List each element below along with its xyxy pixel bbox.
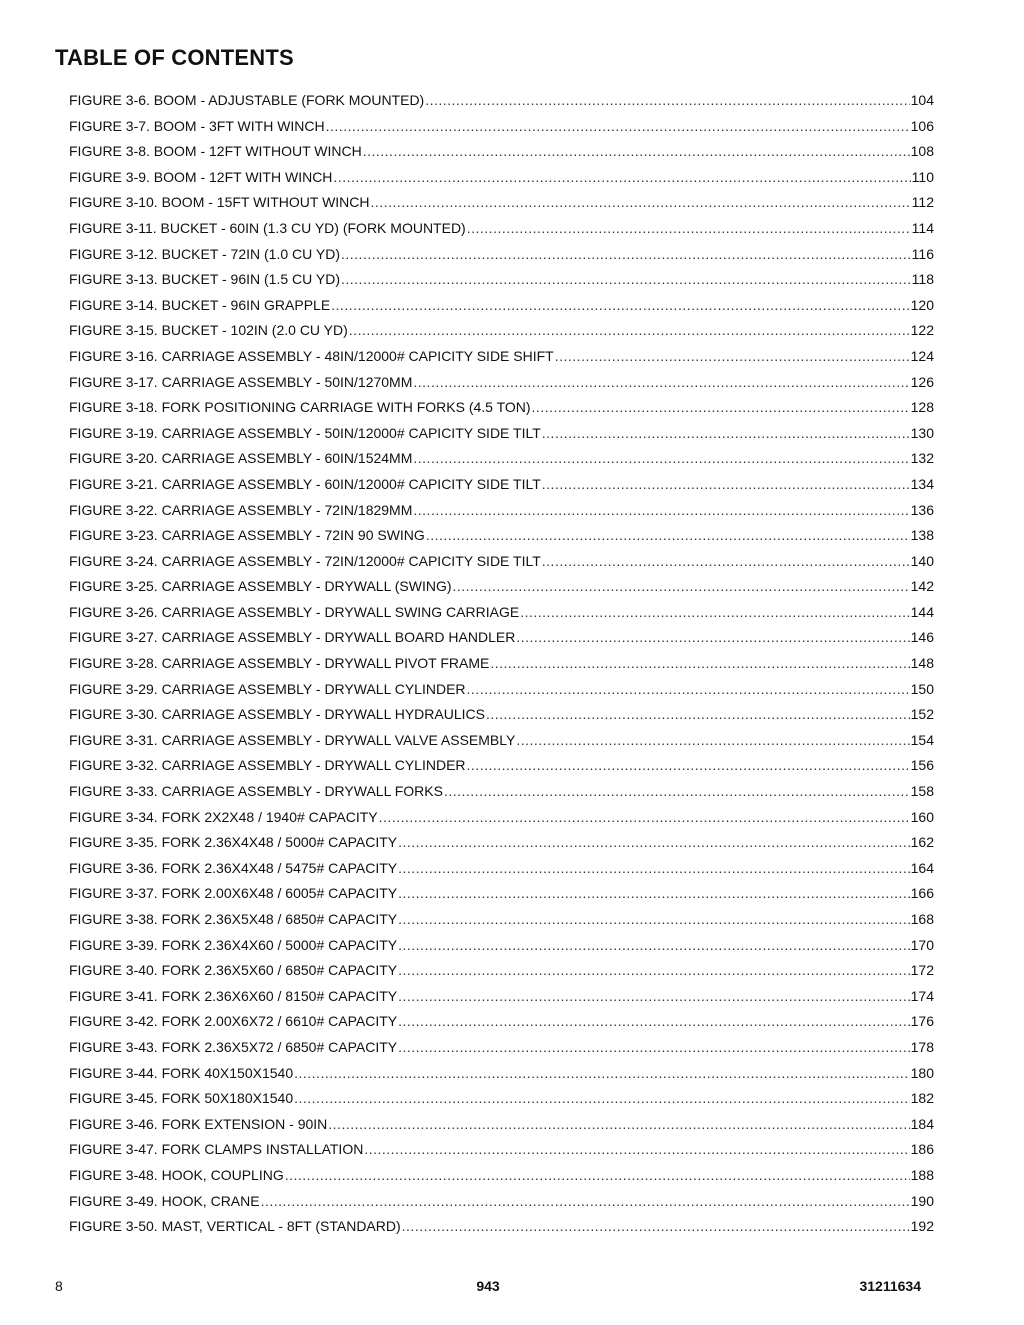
toc-entry-page: 162 xyxy=(910,834,934,851)
toc-dot-leader xyxy=(379,805,910,831)
toc-entry-title: FIGURE 3-49. HOOK, CRANE xyxy=(69,1192,260,1209)
toc-entry[interactable] xyxy=(69,805,934,831)
toc-entry-page: 158 xyxy=(910,783,934,800)
toc-entry[interactable] xyxy=(69,344,934,370)
toc-entry[interactable] xyxy=(69,677,934,703)
toc-dot-leader xyxy=(413,446,909,472)
footer-page-number: 8 xyxy=(55,1278,63,1294)
toc-dot-leader xyxy=(516,625,909,651)
toc-dot-leader xyxy=(333,165,910,191)
toc-entry-title: FIGURE 3-23. CARRIAGE ASSEMBLY - 72IN 90 SWING xyxy=(69,527,425,544)
toc-entry-title: FIGURE 3-42. FORK 2.00X6X72 / 6610# CAPACITY xyxy=(69,1013,398,1030)
toc-entry[interactable] xyxy=(69,984,934,1010)
toc-entry[interactable] xyxy=(69,907,934,933)
toc-dot-leader xyxy=(363,139,910,165)
toc-entry-title: FIGURE 3-7. BOOM - 3FT WITH WINCH xyxy=(69,117,325,134)
toc-entry-page: 178 xyxy=(910,1038,934,1055)
toc-entry-title: FIGURE 3-12. BUCKET - 72IN (1.0 CU YD) xyxy=(69,245,340,262)
toc-entry-page: 170 xyxy=(910,936,934,953)
toc-entry-title: FIGURE 3-20. CARRIAGE ASSEMBLY - 60IN/1524MM xyxy=(69,450,413,467)
toc-entry-title: FIGURE 3-11. BUCKET - 60IN (1.3 CU YD) (FORK MOUNTED) xyxy=(69,219,466,236)
toc-entry-title: FIGURE 3-30. CARRIAGE ASSEMBLY - DRYWALL HYDRAULICS xyxy=(69,706,485,723)
toc-dot-leader xyxy=(341,267,911,293)
toc-dot-leader xyxy=(453,574,910,600)
toc-entry-page: 116 xyxy=(911,245,934,262)
toc-dot-leader xyxy=(341,242,911,268)
toc-entry[interactable] xyxy=(69,651,934,677)
toc-entry-page: 118 xyxy=(911,271,934,288)
toc-entry-title: FIGURE 3-45. FORK 50X180X1540 xyxy=(69,1090,294,1107)
toc-entry-page: 128 xyxy=(910,399,934,416)
toc-dot-leader xyxy=(402,1214,910,1240)
toc-entry-title: FIGURE 3-50. MAST, VERTICAL - 8FT (STANDARD) xyxy=(69,1218,401,1235)
toc-dot-leader xyxy=(542,472,910,498)
toc-entry-page: 106 xyxy=(910,117,934,134)
toc-dot-leader xyxy=(532,395,910,421)
toc-entry-page: 114 xyxy=(911,219,934,236)
toc-dot-leader xyxy=(398,907,910,933)
toc-dot-leader xyxy=(349,318,910,344)
toc-dot-leader xyxy=(486,702,910,728)
toc-entry[interactable] xyxy=(69,1112,934,1138)
toc-entry[interactable] xyxy=(69,728,934,754)
toc-entry[interactable] xyxy=(69,216,934,242)
toc-entry[interactable] xyxy=(69,702,934,728)
toc-entry-title: FIGURE 3-10. BOOM - 15FT WITHOUT WINCH xyxy=(69,194,370,211)
toc-entry[interactable] xyxy=(69,472,934,498)
toc-entry-title: FIGURE 3-33. CARRIAGE ASSEMBLY - DRYWALL FORKS xyxy=(69,783,443,800)
toc-entry[interactable] xyxy=(69,267,934,293)
toc-entry-title: FIGURE 3-34. FORK 2X2X48 / 1940# CAPACITY xyxy=(69,808,378,825)
toc-entry-page: 160 xyxy=(910,808,934,825)
toc-entry[interactable] xyxy=(69,242,934,268)
toc-entry-title: FIGURE 3-21. CARRIAGE ASSEMBLY - 60IN/12000# CAPICITY SIDE TILT xyxy=(69,475,541,492)
toc-entry-page: 176 xyxy=(910,1013,934,1030)
toc-entry-title: FIGURE 3-28. CARRIAGE ASSEMBLY - DRYWALL PIVOT FRAME xyxy=(69,655,490,672)
toc-entry-page: 122 xyxy=(910,322,934,339)
toc-entry-title: FIGURE 3-32. CARRIAGE ASSEMBLY - DRYWALL CYLINDER xyxy=(69,757,466,774)
toc-entry-page: 146 xyxy=(910,629,934,646)
toc-dot-leader xyxy=(490,651,909,677)
toc-entry-title: FIGURE 3-26. CARRIAGE ASSEMBLY - DRYWALL SWING CARRIAGE xyxy=(69,603,520,620)
toc-entry[interactable] xyxy=(69,190,934,216)
toc-entry-page: 182 xyxy=(910,1090,934,1107)
toc-entry[interactable] xyxy=(69,574,934,600)
toc-entry-page: 152 xyxy=(910,706,934,723)
toc-entry[interactable] xyxy=(69,1214,934,1240)
toc-entry-page: 104 xyxy=(910,92,934,108)
toc-entry-page: 166 xyxy=(910,885,934,902)
toc-entry-page: 142 xyxy=(910,578,934,595)
toc-entry[interactable] xyxy=(69,165,934,191)
toc-entry-title: FIGURE 3-43. FORK 2.36X5X72 / 6850# CAPACITY xyxy=(69,1038,398,1055)
toc-entry-page: 174 xyxy=(910,987,934,1004)
toc-dot-leader xyxy=(516,728,909,754)
toc-entry-page: 180 xyxy=(910,1064,934,1081)
toc-entry[interactable] xyxy=(69,1009,934,1035)
toc-entry-title: FIGURE 3-31. CARRIAGE ASSEMBLY - DRYWALL VALVE ASSEMBLY xyxy=(69,731,516,748)
toc-entry-title: FIGURE 3-36. FORK 2.36X4X48 / 5475# CAPACITY xyxy=(69,859,398,876)
toc-entry[interactable] xyxy=(69,318,934,344)
toc-entry-page: 132 xyxy=(910,450,934,467)
toc-entry-title: FIGURE 3-37. FORK 2.00X6X48 / 6005# CAPACITY xyxy=(69,885,398,902)
toc-entry-title: FIGURE 3-14. BUCKET - 96IN GRAPPLE xyxy=(69,296,331,313)
toc-entry[interactable] xyxy=(69,830,934,856)
toc-dot-leader xyxy=(398,1009,910,1035)
toc-entry-page: 154 xyxy=(910,731,934,748)
toc-dot-leader xyxy=(542,421,910,447)
toc-entry[interactable] xyxy=(69,600,934,626)
toc-entry[interactable] xyxy=(69,1163,934,1189)
toc-dot-leader xyxy=(364,1137,909,1163)
toc-entry-title: FIGURE 3-48. HOOK, COUPLING xyxy=(69,1166,284,1183)
toc-entry-title: FIGURE 3-24. CARRIAGE ASSEMBLY - 72IN/12000# CAPICITY SIDE TILT xyxy=(69,552,541,569)
toc-dot-leader xyxy=(398,830,910,856)
toc-entry[interactable] xyxy=(69,88,934,114)
toc-entry-title: FIGURE 3-19. CARRIAGE ASSEMBLY - 50IN/12000# CAPICITY SIDE TILT xyxy=(69,424,541,441)
toc-dot-leader xyxy=(413,370,909,396)
toc-dot-leader xyxy=(371,190,911,216)
toc-entry[interactable] xyxy=(69,779,934,805)
toc-entry-page: 172 xyxy=(910,962,934,979)
toc-entry-title: FIGURE 3-16. CARRIAGE ASSEMBLY - 48IN/12000# CAPICITY SIDE SHIFT xyxy=(69,347,554,364)
toc-dot-leader xyxy=(398,933,910,959)
toc-entry-page: 168 xyxy=(910,911,934,927)
toc-dot-leader xyxy=(426,523,910,549)
toc-entry[interactable] xyxy=(69,498,934,524)
toc-entry-title: FIGURE 3-8. BOOM - 12FT WITHOUT WINCH xyxy=(69,143,362,160)
toc-entry-title: FIGURE 3-27. CARRIAGE ASSEMBLY - DRYWALL BOARD HANDLER xyxy=(69,629,516,646)
toc-entry-page: 144 xyxy=(910,603,934,620)
toc-entry[interactable] xyxy=(69,1086,934,1112)
toc-entry[interactable] xyxy=(69,370,934,396)
toc-entry-title: FIGURE 3-25. CARRIAGE ASSEMBLY - DRYWALL (SWING) xyxy=(69,578,452,595)
toc-entry-page: 110 xyxy=(911,168,934,185)
toc-entry[interactable] xyxy=(69,523,934,549)
toc-entry-title: FIGURE 3-46. FORK EXTENSION - 90IN xyxy=(69,1115,328,1132)
toc-entry[interactable] xyxy=(69,1137,934,1163)
toc-entry-title: FIGURE 3-44. FORK 40X150X1540 xyxy=(69,1064,294,1081)
toc-entry-title: FIGURE 3-18. FORK POSITIONING CARRIAGE WITH FORKS (4.5 TON) xyxy=(69,399,531,416)
toc-dot-leader xyxy=(326,114,910,140)
toc-entry-title: FIGURE 3-6. BOOM - ADJUSTABLE (FORK MOUNTED) xyxy=(69,92,425,108)
toc-entry-page: 126 xyxy=(910,373,934,390)
toc-entry-title: FIGURE 3-15. BUCKET - 102IN (2.0 CU YD) xyxy=(69,322,348,339)
toc-entry[interactable] xyxy=(69,395,934,421)
toc-entry-page: 140 xyxy=(910,552,934,569)
footer-center-number: 943 xyxy=(476,1278,500,1294)
page-title: TABLE OF CONTENTS xyxy=(55,45,294,70)
toc-entry-title: FIGURE 3-9. BOOM - 12FT WITH WINCH xyxy=(69,168,333,185)
toc-entry[interactable] xyxy=(69,421,934,447)
toc-entry-title: FIGURE 3-41. FORK 2.36X6X60 / 8150# CAPACITY xyxy=(69,987,398,1004)
toc-dot-leader xyxy=(294,1086,910,1112)
toc-entry[interactable] xyxy=(69,293,934,319)
footer xyxy=(55,1278,921,1298)
toc-dot-leader xyxy=(398,984,910,1010)
toc-entry[interactable] xyxy=(69,625,934,651)
toc-dot-leader xyxy=(331,293,909,319)
toc-dot-leader xyxy=(398,958,910,984)
toc-entry[interactable] xyxy=(69,1189,934,1215)
toc-entry-page: 136 xyxy=(910,501,934,518)
toc-entry-page: 164 xyxy=(910,859,934,876)
toc-entry-title: FIGURE 3-17. CARRIAGE ASSEMBLY - 50IN/1270MM xyxy=(69,373,413,390)
toc-entry-title: FIGURE 3-35. FORK 2.36X4X48 / 5000# CAPACITY xyxy=(69,834,398,851)
toc-entry-title: FIGURE 3-29. CARRIAGE ASSEMBLY - DRYWALL CYLINDER xyxy=(69,680,466,697)
toc-entry-title: FIGURE 3-13. BUCKET - 96IN (1.5 CU YD) xyxy=(69,271,340,288)
toc-dot-leader xyxy=(398,1035,910,1061)
toc-entry-title: FIGURE 3-39. FORK 2.36X4X60 / 5000# CAPACITY xyxy=(69,936,398,953)
toc-entry[interactable] xyxy=(69,933,934,959)
toc-entry-page: 186 xyxy=(910,1141,934,1158)
toc-dot-leader xyxy=(444,779,910,805)
toc-entry[interactable] xyxy=(69,753,934,779)
toc-entry-title: FIGURE 3-22. CARRIAGE ASSEMBLY - 72IN/1829MM xyxy=(69,501,413,518)
toc-entry[interactable] xyxy=(69,881,934,907)
toc-dot-leader xyxy=(261,1189,910,1215)
toc-entry[interactable] xyxy=(69,1035,934,1061)
toc-entry-page: 184 xyxy=(910,1115,934,1132)
toc-dot-leader xyxy=(398,856,910,882)
toc-entry-title: FIGURE 3-38. FORK 2.36X5X48 / 6850# CAPACITY xyxy=(69,911,398,927)
toc-dot-leader xyxy=(425,88,909,114)
toc-dot-leader xyxy=(398,881,910,907)
toc-entry-page: 134 xyxy=(910,475,934,492)
toc-entry-page: 156 xyxy=(910,757,934,774)
toc-entry[interactable] xyxy=(69,1061,934,1087)
toc-entry[interactable] xyxy=(69,446,934,472)
toc-dot-leader xyxy=(294,1061,910,1087)
toc-dot-leader xyxy=(467,216,911,242)
toc-entry-page: 130 xyxy=(910,424,934,441)
toc-entry[interactable] xyxy=(69,114,934,140)
toc-entry[interactable] xyxy=(69,549,934,575)
toc-entry-page: 112 xyxy=(911,194,934,211)
toc-dot-leader xyxy=(467,677,910,703)
toc-entry-title: FIGURE 3-47. FORK CLAMPS INSTALLATION xyxy=(69,1141,364,1158)
toc-entry-title: FIGURE 3-40. FORK 2.36X5X60 / 6850# CAPACITY xyxy=(69,962,398,979)
toc-entry-page: 192 xyxy=(910,1218,934,1235)
toc-list xyxy=(69,88,934,1240)
toc-entry-page: 124 xyxy=(910,347,934,364)
toc-entry-page: 120 xyxy=(910,296,934,313)
toc-dot-leader xyxy=(413,498,909,524)
toc-entry-page: 150 xyxy=(910,680,934,697)
toc-dot-leader xyxy=(555,344,910,370)
toc-entry-page: 138 xyxy=(910,527,934,544)
toc-entry-page: 148 xyxy=(910,655,934,672)
toc-entry[interactable] xyxy=(69,856,934,882)
toc-dot-leader xyxy=(520,600,909,626)
toc-dot-leader xyxy=(542,549,910,575)
toc-dot-leader xyxy=(285,1163,910,1189)
toc-dot-leader xyxy=(328,1112,909,1138)
toc-entry[interactable] xyxy=(69,139,934,165)
toc-entry-page: 190 xyxy=(910,1192,934,1209)
toc-dot-leader xyxy=(467,753,910,779)
toc-entry[interactable] xyxy=(69,958,934,984)
toc-entry-page: 108 xyxy=(910,143,934,160)
toc-entry-page: 188 xyxy=(910,1166,934,1183)
footer-doc-number: 31211634 xyxy=(859,1278,921,1294)
